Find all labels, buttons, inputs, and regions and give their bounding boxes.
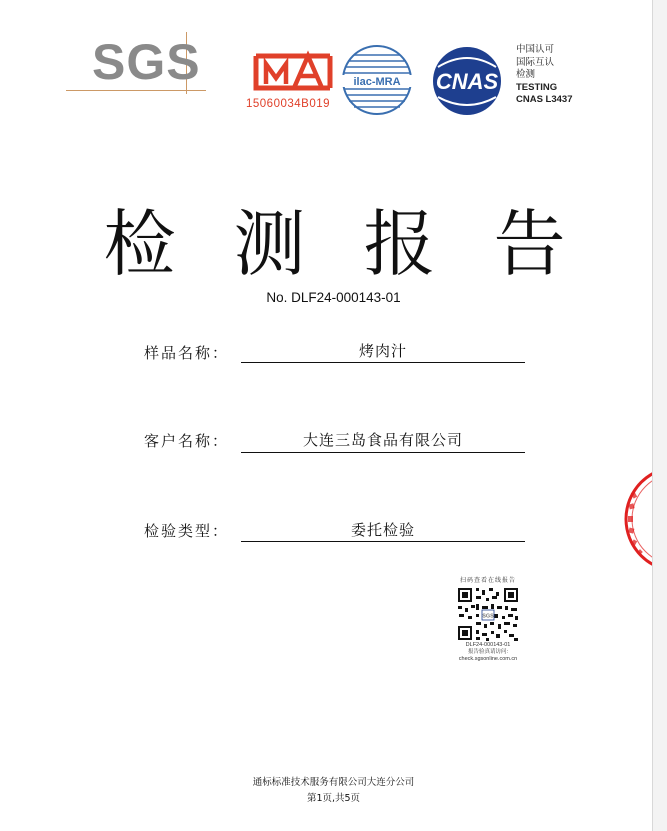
sgs-logo-text: SGS — [92, 34, 201, 90]
footer-company: 通标标准技术服务有限公司大连分公司 — [252, 777, 415, 788]
report-title — [0, 186, 653, 290]
cnas-logo — [424, 45, 510, 117]
cnas-line: 中国认可 — [516, 44, 555, 55]
report-number: No. DLF24-000143-01 — [266, 290, 401, 305]
svg-text:SGS: SGS — [482, 613, 494, 620]
qr-code-icon[interactable] — [456, 586, 520, 642]
title-char: 告 — [493, 202, 594, 286]
inspection-type-label: 检验类型： — [144, 522, 230, 540]
sample-name-underline — [241, 362, 525, 363]
qr-hint: 报告验真请访问: — [467, 649, 509, 655]
viewer-scrollbar-track[interactable] — [653, 0, 667, 831]
ilac-logo-text: ilac-MRA — [353, 76, 401, 88]
title-char: 报 — [363, 202, 464, 286]
sgs-logo — [66, 26, 206, 100]
client-name-underline — [241, 452, 525, 453]
title-char: 检 — [103, 202, 204, 286]
cnas-line: 国际互认 — [516, 56, 555, 68]
cma-number: 15060034B019 — [246, 98, 331, 110]
cnas-line: TESTING — [516, 81, 558, 93]
cnas-logo-text: CNAS — [435, 69, 499, 94]
sample-name-value: 烤肉汁 — [358, 342, 407, 360]
red-seal-stamp — [620, 464, 653, 574]
footer-page-number: 第1页,共5页 — [306, 793, 361, 804]
inspection-type-underline — [241, 541, 525, 542]
qr-verification-block — [452, 575, 524, 663]
cnas-line: CNAS L3437 — [516, 94, 573, 105]
cnas-line: 检测 — [516, 69, 536, 80]
qr-caption: 扫码查看在线报告 — [459, 577, 516, 584]
qr-site: check.sgsonline.com.cn — [458, 656, 518, 662]
sample-name-label: 样品名称： — [144, 344, 230, 362]
ilac-mra-logo — [340, 43, 414, 117]
inspection-type-value: 委托检验 — [350, 521, 415, 539]
cnas-accreditation-text — [516, 44, 573, 107]
title-char: 测 — [233, 202, 334, 286]
client-name-label: 客户名称： — [144, 432, 230, 450]
cma-logo — [246, 48, 340, 116]
client-name-value: 大连三岛食品有限公司 — [302, 431, 463, 449]
qr-report-number: DLF24-000143-01 — [465, 642, 511, 648]
